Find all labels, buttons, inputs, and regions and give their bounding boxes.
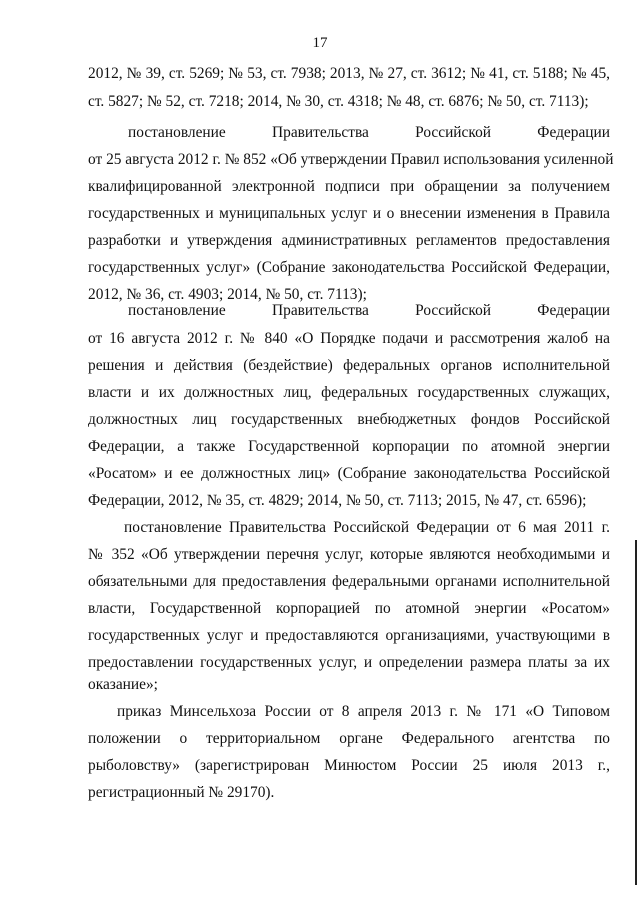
text-line: власти, Государственной корпорацией по атомной энергии «Росатом» xyxy=(88,600,610,617)
text-line: решения и действия (бездействие) федеральных органов исполнительной xyxy=(88,357,610,374)
text-line: предоставлении государственных услуг, и определении размера платы за их xyxy=(88,654,610,671)
text-line: государственных услуг» (Собрание законодательства Российской Федерации, xyxy=(88,259,610,276)
text-line: рыболовству» (зарегистрирован Минюстом России 25 июля 2013 г., xyxy=(88,757,610,774)
text-line: квалифицированной электронной подписи при обращении за получением xyxy=(88,178,610,195)
text-line: регистрационный № 29170). xyxy=(88,784,275,801)
text-line: государственных услуг и предоставляются организациями, участвующими в xyxy=(88,627,610,644)
text-line: Федерации, а также Государственной корпорации по атомной энергии xyxy=(88,438,610,455)
text-line: постановление Правительства Российской Федерации xyxy=(128,124,610,141)
text-line: власти и их должностных лиц, федеральных государственных служащих, xyxy=(88,384,610,401)
text-line: Федерации, 2012, № 35, ст. 4829; 2014, № 50, ст. 7113; 2015, № 47, ст. 6596); xyxy=(88,492,587,509)
text-line: 2012, № 39, ст. 5269; № 53, ст. 7938; 2013, № 27, ст. 3612; № 41, ст. 5188; № 45, xyxy=(88,65,610,82)
text-line: от 16 августа 2012 г. № 840 «О Порядке подачи и рассмотрения жалоб на xyxy=(88,330,610,347)
text-line: № 352 «Об утверждении перечня услуг, которые являются необходимыми и xyxy=(88,546,610,563)
text-line: ст. 5827; № 52, ст. 7218; 2014, № 30, ст. 4318; № 48, ст. 6876; № 50, ст. 7113); xyxy=(88,93,589,110)
text-line: «Росатом» и ее должностных лиц» (Собрание законодательства Российской xyxy=(88,465,610,482)
text-line: постановление Правительства Российской Федерации от 6 мая 2011 г. xyxy=(124,519,610,536)
text-line: оказание»; xyxy=(88,676,158,693)
text-line: обязательными для предоставления федеральными органами исполнительной xyxy=(88,573,610,590)
page-number: 17 xyxy=(312,35,328,51)
text-line: разработки и утверждения административных регламентов предоставления xyxy=(88,232,610,249)
text-line: 2012, № 36, ст. 4903; 2014, № 50, ст. 7113); xyxy=(88,286,367,303)
text-line: государственных и муниципальных услуг и о внесении изменения в Правила xyxy=(88,205,610,222)
text-line: от 25 августа 2012 г. № 852 «Об утверждении Правил использования усиленной xyxy=(88,151,614,168)
text-line: приказ Минсельхоза России от 8 апреля 2013 г. № 171 «О Типовом xyxy=(117,703,610,720)
text-line: должностных лиц государственных внебюджетных фондов Российской xyxy=(88,411,610,428)
text-line: положении о территориальном органе Федерального агентства по xyxy=(88,730,610,747)
text-line: постановление Правительства Российской Федерации xyxy=(128,302,610,319)
scan-edge-mark xyxy=(635,540,637,885)
